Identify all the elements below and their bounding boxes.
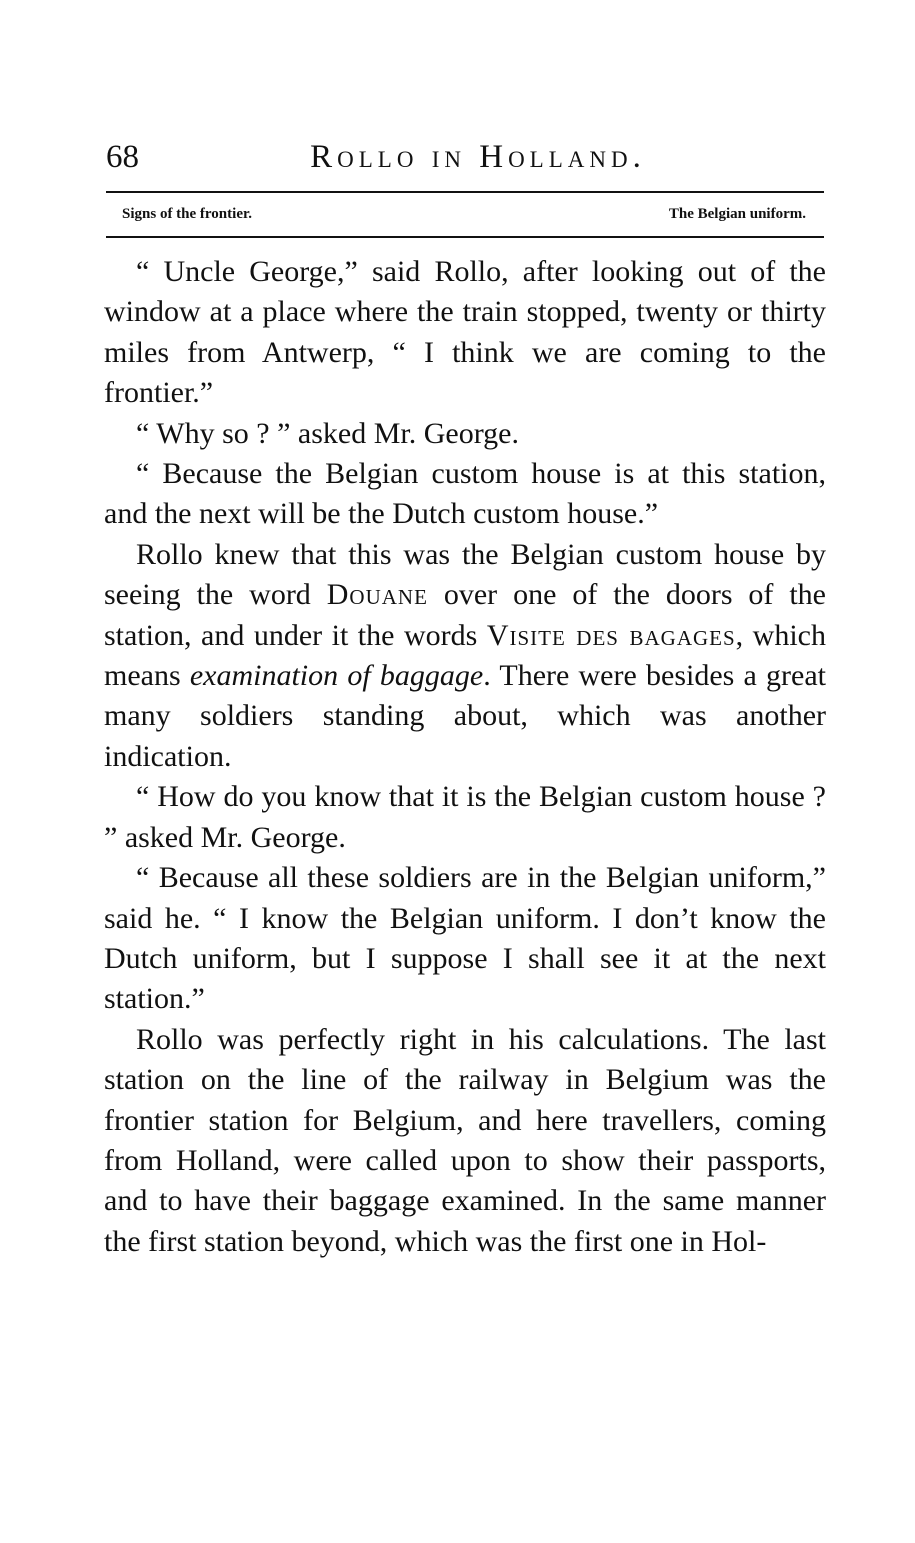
header-rule-top — [106, 191, 824, 193]
right-subheading: The Belgian uniform. — [668, 206, 806, 222]
paragraph-7: Rollo was perfectly right in his calculations. The last station on the line of the railway in Belgium was the frontier station for Belgium, and here travellers, coming from Holland, were called upon to show their passports, and to have their baggage examined. In the same manner the first station beyond, which was the first one in Hol- — [104, 1022, 826, 1258]
header-rule-bottom — [106, 236, 824, 238]
left-subheading: Signs of the frontier. — [122, 206, 253, 222]
paragraph-3: “ Because the Belgian custom house is at this station, and the next will be the Dutch custom house.” — [104, 457, 826, 531]
paragraph-4-part-3: , which means — [104, 618, 826, 693]
running-head — [106, 137, 824, 181]
paragraph-5: “ How do you know that it is the Belgian custom house ? ” asked Mr. George. — [104, 780, 826, 854]
paragraph-2: “ Why so ? ” asked Mr. George. — [136, 416, 519, 450]
paragraph-6: “ Because all these soldiers are in the Belgian uniform,” said he. “ I know the Belgian uniform. I don’t know the Dutch uniform, but I suppose I shall see it at the next station.” — [104, 861, 826, 1016]
paragraph-4-part-4: . There were besides a great many soldiers standing about, which was another indication. — [104, 659, 826, 773]
page-number: 68 — [106, 139, 139, 175]
words-visite-des-bagages: Visite des bagages — [486, 618, 736, 652]
italic-translation: examination of baggage — [189, 659, 484, 693]
word-douane: Douane — [326, 578, 428, 612]
paragraph-4-part-2: over one of the doors of the station, and under it the words — [104, 578, 826, 652]
subheadings — [122, 203, 806, 227]
body-text — [104, 252, 826, 1262]
paragraph-1: “ Uncle George,” said Rollo, after looking out of the window at a place where the train stopped, twenty or thirty miles from Antwerp, “ I think we are coming to the frontier.” — [104, 255, 826, 410]
paragraph-4-part-1: Rollo knew that this was the Belgian custom house by seeing the word — [104, 537, 826, 612]
book-title: Rollo in Holland. — [310, 139, 646, 175]
paragraph-4 — [104, 535, 826, 777]
